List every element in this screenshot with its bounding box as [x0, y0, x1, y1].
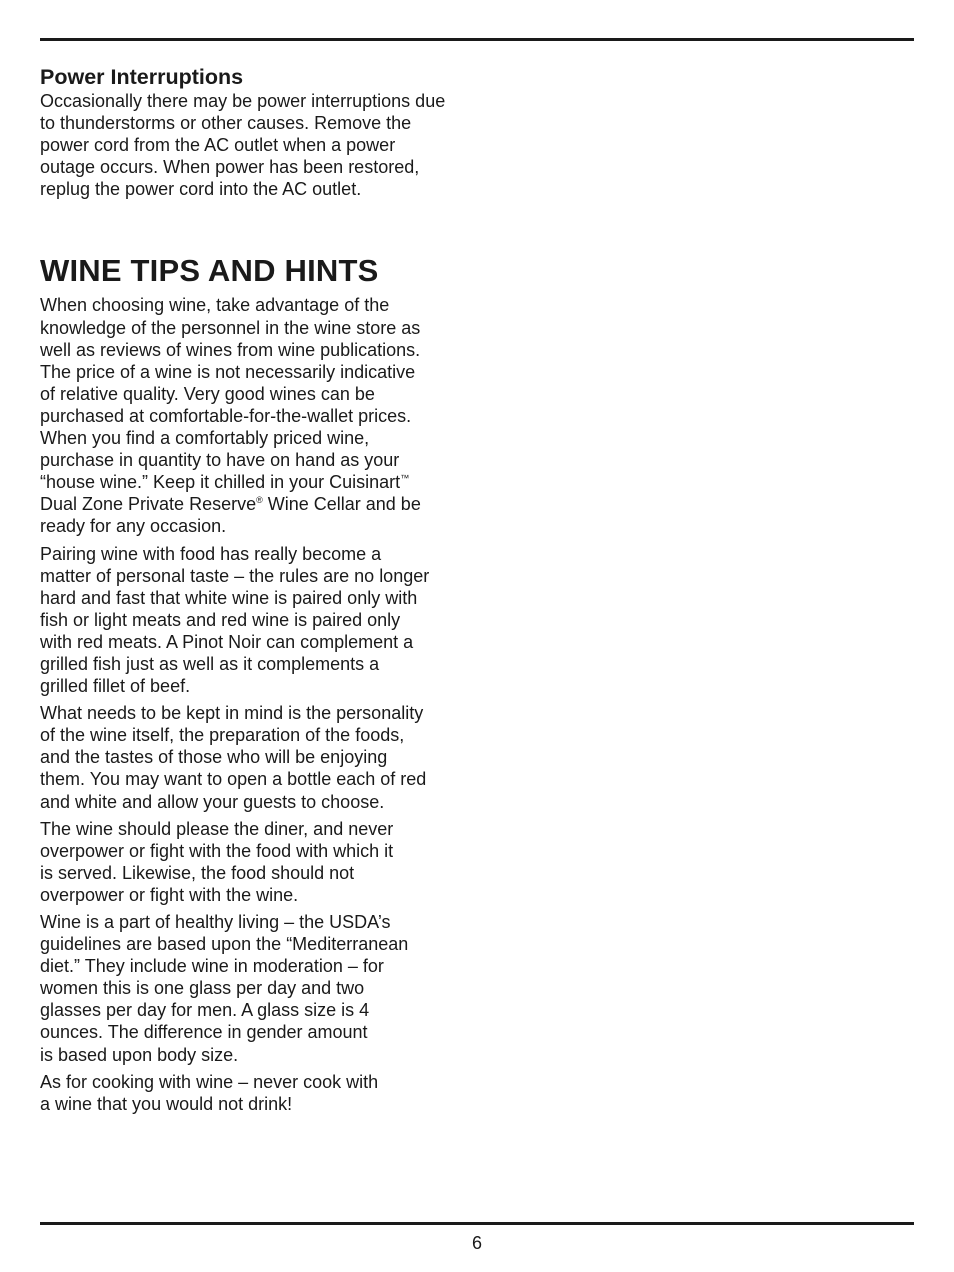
- wine-tips-paragraph-2: Pairing wine with food has really become a matter of personal taste – the rules are no longer hard and fast that white wine is paired only with fish or light meats and red wine is paired only with red meats. A Pinot Noir can complement a grilled fish just as well as it complements a grilled fillet of beef.: [40, 543, 430, 697]
- wine-tips-paragraph-5: Wine is a part of healthy living – the USDA’s guidelines are based upon the “Mediterranean diet.” They include wine in moderation – for women this is one glass per day and two glasses per day for men. A glass size is 4 ounces. The difference in gender amount is based upon body size.: [40, 912, 409, 1065]
- power-interruptions-heading: Power Interruptions: [40, 65, 244, 89]
- power-interruptions-text: Occasionally there may be power interruptions due to thunderstorms or other causes. Remove the power cord from the AC outlet when a power outage occurs. When power has been restored, replug the power cord into the AC outlet.: [40, 91, 446, 200]
- top-rule: [40, 38, 914, 41]
- paragraph-1-text-b: Dual Zone Private Reserve: [40, 494, 257, 515]
- wine-tips-paragraph-3: What needs to be kept in mind is the personality of the wine itself, the preparation of the foods, and the tastes of those who will be enjoying them. You may want to open a bottle each of red and white and allow your guests to choose.: [40, 703, 427, 812]
- bottom-rule: [40, 1222, 914, 1225]
- wine-tips-title: WINE TIPS AND HINTS: [40, 253, 379, 289]
- page-number: 6: [471, 1233, 482, 1253]
- paragraph-1-text-c: Wine Cellar and be ready for any occasion.: [40, 494, 421, 537]
- wine-tips-paragraph-4: The wine should please the diner, and never overpower or fight with the food with which it is served. Likewise, the food should not overpower or fight with the wine.: [40, 818, 394, 905]
- wine-tips-paragraph-1: [40, 294, 470, 537]
- wine-tips-paragraph-6: As for cooking with wine – never cook with a wine that you would not drink!: [40, 1071, 379, 1114]
- main-column: [40, 64, 470, 1120]
- registered-symbol: ®: [256, 495, 263, 506]
- trademark-symbol: ™: [400, 473, 410, 484]
- paragraph-1-text-a: When choosing wine, take advantage of the knowledge of the personnel in the wine store as well as reviews of wines from wine publications. The price of a wine is not necessarily indicative of relative quality. Very good wines can be purchased at comfortable-for-the-wallet prices. When you find a comfortably priced wine, purchase in quantity to have on hand as your “house wine.” Keep it chilled in your Cuisinart: [40, 295, 421, 493]
